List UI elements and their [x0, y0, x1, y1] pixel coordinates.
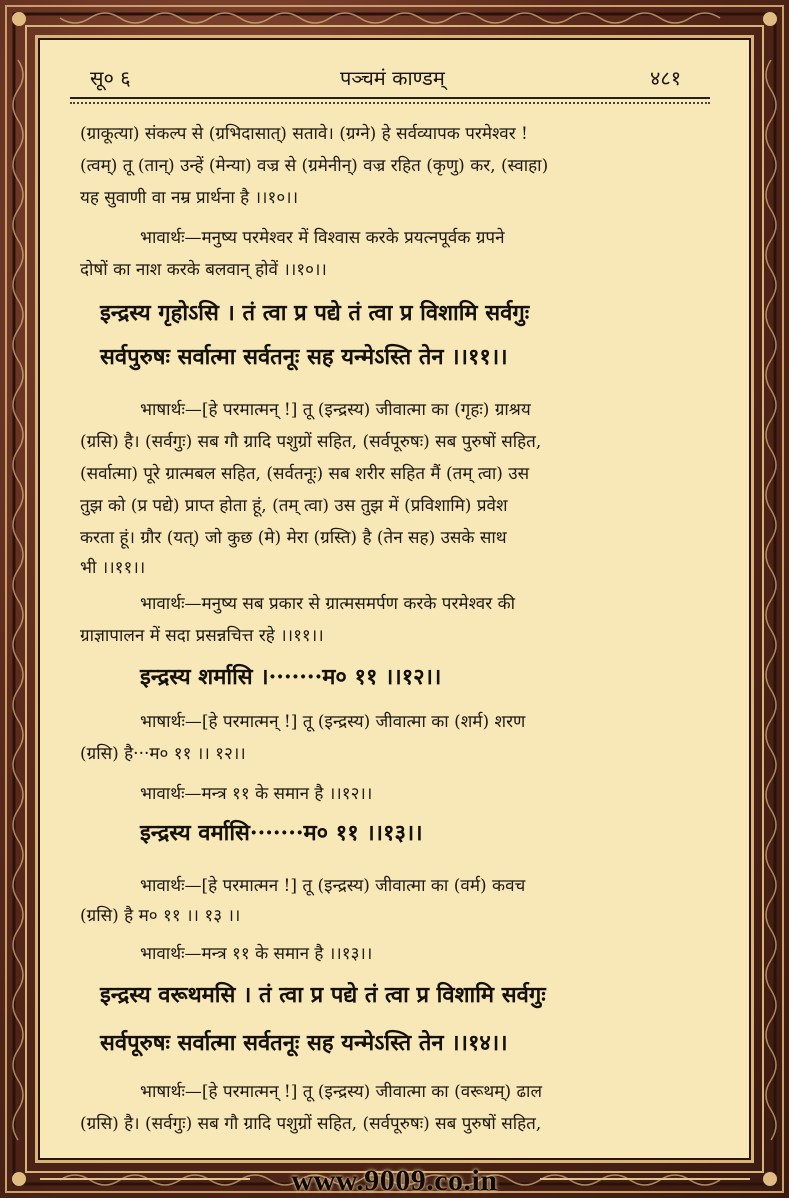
mantra-line: इन्द्रस्य वरूथमसि । तं त्वा प्र पद्ये तं त्वा प्र विशामि सर्वगुः — [100, 982, 546, 1008]
bhasharth-line: भावार्थः—[हे परमात्मन !] तू (इन्द्रस्य) जीवात्मा का (वर्म) कवच — [140, 876, 526, 896]
bhasharth-line: (ग्रसि) है। (सर्वगुः) सब गौ ग्रादि पशुग्रों सहित, (सर्वपूरुषः) सब पुरुषों सहित, — [80, 432, 542, 452]
page-header — [50, 60, 710, 94]
mantra-line: सर्वपुरुषः सर्वात्मा सर्वतनूः सह यन्मेऽस्ति तेन ।।११।। — [100, 344, 508, 370]
mantra-line: इन्द्रस्य गृहोऽसि । तं त्वा प्र पद्ये तं त्वा प्र विशामि सर्वगुः — [100, 300, 530, 326]
bhasharth-line: भाषार्थः—[हे परमात्मन् !] तू (इन्द्रस्य) जीवात्मा का (शर्म) शरण — [140, 712, 526, 732]
bhavartha-line: भावार्थः—मन्त्र ११ के समान है ।।१२।। — [140, 784, 373, 804]
bhasharth-line: भाषार्थः—[हे परमात्मन् !] तू (इन्द्रस्य) जीवात्मा का (वरूथम्) ढाल — [140, 1082, 542, 1102]
mantra-line: इन्द्रस्य शर्मासि ।·······म० ११ ।।१२।। — [140, 664, 442, 690]
bhasharth-line: (ग्रसि) है म० ११ ।। १३ ।। — [80, 906, 241, 926]
bhavartha-line: ग्राज्ञापालन में सदा प्रसन्नचित्त रहे ।।११।। — [80, 626, 324, 646]
bhasharth-line: (सर्वात्मा) पूरे ग्रात्मबल सहित, (सर्वतनूः) सब शरीर सहित मैं (तम् त्वा) उस — [80, 464, 530, 484]
text-line: यह सुवाणी वा नम्र प्रार्थना है ।।१०।। — [80, 188, 299, 208]
bhasharth-line: भी ।।११।। — [80, 558, 146, 578]
bhasharth-line: भाषार्थः—[हे परमात्मन् !] तू (इन्द्रस्य) जीवात्मा का (गृहः) ग्राश्रय — [140, 400, 531, 420]
website-url[interactable]: www.9009.co.in — [291, 1164, 498, 1197]
mantra-line: इन्द्रस्य वर्मासि·······म० ११ ।।१३।। — [140, 820, 423, 846]
bhasharth-line: (ग्रसि) है···म० ११ ।। १२।। — [80, 744, 246, 764]
mantra-line: सर्वपूरुषः सर्वात्मा सर्वतनूः सह यन्मेऽस्ति तेन ।।१४।। — [100, 1030, 508, 1056]
sukta-number: सू० ६ — [90, 66, 131, 90]
bhavartha-line: भावार्थः—मनुष्य सब प्रकार से ग्रात्मसमर्पण करके परमेश्वर की — [140, 594, 516, 614]
bhavartha-line: भावार्थः—मन्त्र ११ के समान है ।।१३।। — [140, 944, 373, 964]
page-number: ४८१ — [650, 66, 682, 90]
bhasharth-line: तुझ को (प्र पद्ये) प्राप्त होता हूं, (तम् त्वा) उस तुझ में (प्रविशामि) प्रवेश — [80, 496, 508, 516]
bhavartha-line: दोषों का नाश करके बलवान् होवें ।।१०।। — [80, 260, 327, 280]
bhasharth-line: करता हूं। ग्रौर (यत्) जो कुछ (मे) मेरा (ग्रस्ति) है (तेन सह) उसके साथ — [80, 528, 507, 548]
header-divider — [70, 97, 710, 107]
bhasharth-line: (ग्रसि) है। (सर्वगुः) सब गौ ग्रादि पशुग्रों सहित, (सर्वपूरुषः) सब पुरुषों सहित, — [80, 1114, 542, 1134]
text-line: (ग्राकूत्या) संकल्प से (ग्रभिदासात्) सतावे। (ग्रग्ने) हे सर्वव्यापक परमेश्वर ! — [80, 124, 528, 144]
bhavartha-line: भावार्थः—मनुष्य परमेश्वर में विश्वास करके प्रयत्नपूर्वक ग्रपने — [140, 228, 505, 248]
kanda-title: पञ्चमं काण्डम् — [340, 66, 445, 90]
text-line: (त्वम्) तू (तान्) उन्हें (मेन्या) वज्र से (ग्रमेनीन्) वज्र रहित (कृणु) कर, (स्वाहा) — [80, 156, 549, 176]
